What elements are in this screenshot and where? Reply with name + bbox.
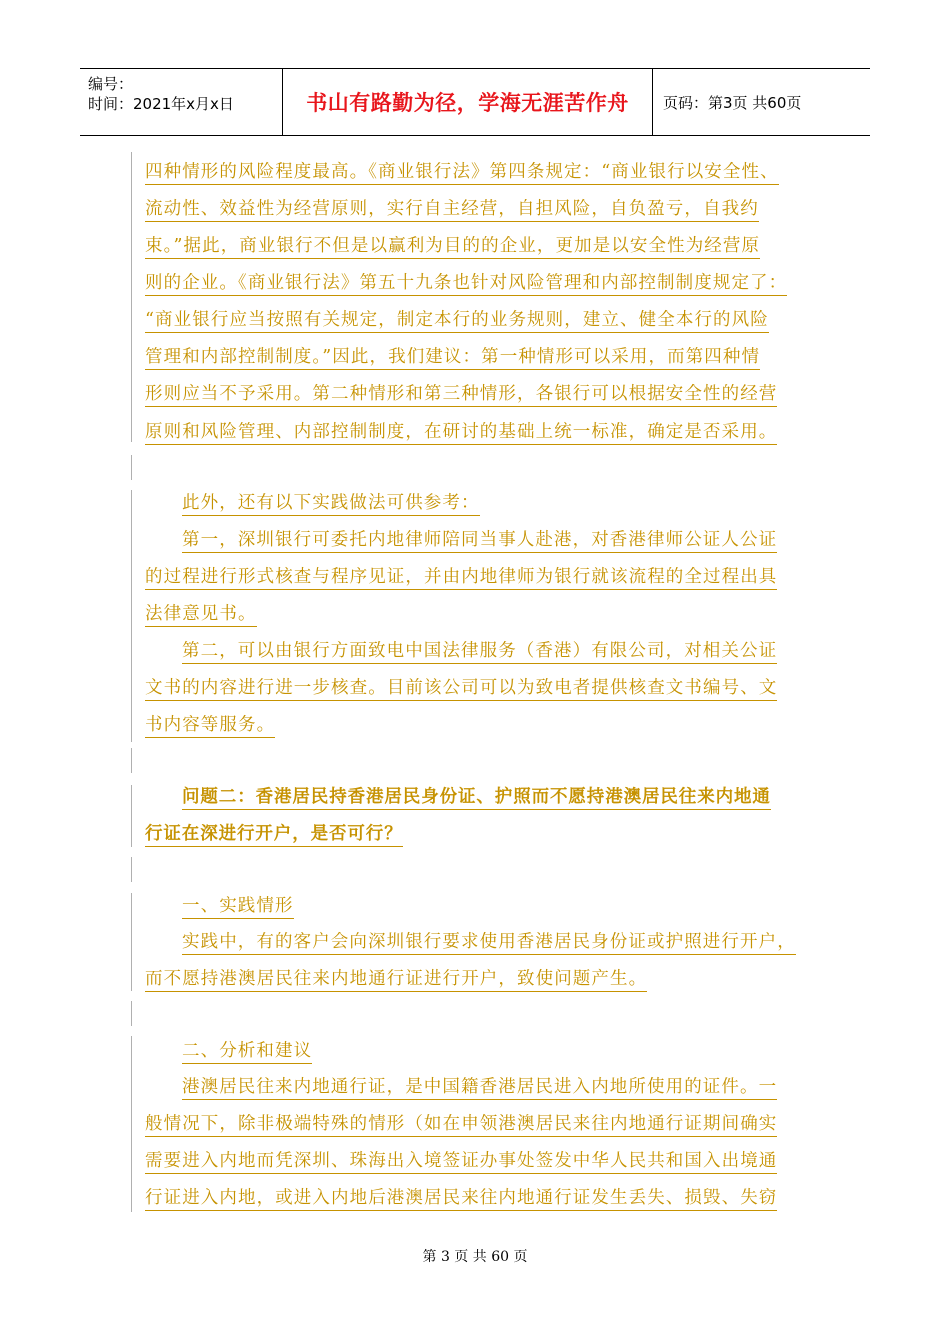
revision-bar xyxy=(131,785,132,847)
body-line: 港澳居民往来内地通行证，是中国籍香港居民进入内地所使用的证件。一 xyxy=(182,1075,777,1100)
revision-bar xyxy=(131,490,132,742)
body-line: 形则应当不予采用。第二种情形和第三种情形，各银行可以根据安全性的经营 xyxy=(145,382,777,407)
section-heading: 二、分析和建议 xyxy=(182,1039,312,1064)
body-line: 的过程进行形式核查与程序见证，并由内地律师为银行就该流程的全过程出具 xyxy=(145,565,777,590)
body-line: 束。”据此，商业银行不但是以赢利为目的的企业，更加是以安全性为经营原 xyxy=(145,234,760,259)
body-line: 般情况下，除非极端特殊的情形（如在申领港澳居民来往内地通行证期间确实 xyxy=(145,1112,777,1137)
header-number-label: 编号： xyxy=(88,75,134,93)
body-line: 则的企业。《商业银行法》第五十九条也针对风险管理和内部控制制度规定了： xyxy=(145,271,787,296)
body-line: 需要进入内地而凭深圳、珠海出入境签证办事处签发中华人民共和国入出境通 xyxy=(145,1149,777,1174)
body-line: 文书的内容进行进一步核查。目前该公司可以为致电者提供核查文书编号、文 xyxy=(145,676,777,701)
body-line: 书内容等服务。 xyxy=(145,713,275,738)
body-line: 管理和内部控制制度。”因此，我们建议：第一种情形可以采用，而第四种情 xyxy=(145,345,760,370)
section-heading: 一、实践情形 xyxy=(182,894,294,919)
body-line: 四种情形的风险程度最高。《商业银行法》第四条规定：“商业银行以安全性、 xyxy=(145,160,779,185)
revision-bar xyxy=(131,1001,132,1026)
header-motto: 书山有路勤为径，学海无涯苦作舟 xyxy=(283,69,653,135)
question-heading: 问题二：香港居民持香港居民身份证、护照而不愿持港澳居民往来内地通 xyxy=(182,785,771,810)
body-line: 实践中，有的客户会向深圳银行要求使用香港居民身份证或护照进行开户， xyxy=(182,930,796,955)
revision-bar xyxy=(131,748,132,773)
body-line: 第一，深圳银行可委托内地律师陪同当事人赴港，对香港律师公证人公证 xyxy=(182,528,777,553)
body-line: 第二，可以由银行方面致电中国法律服务（香港）有限公司，对相关公证 xyxy=(182,639,777,664)
page-header xyxy=(80,68,870,136)
body-line: 行证进入内地，或进入内地后港澳居民来往内地通行证发生丢失、损毁、失窃 xyxy=(145,1186,777,1211)
header-meta xyxy=(80,69,283,135)
body-line: 原则和风险管理、内部控制制度，在研讨的基础上统一标准，确定是否采用。 xyxy=(145,420,777,445)
header-page-label: 页码：第3页 共60页 xyxy=(663,93,802,112)
revision-bar xyxy=(131,1036,132,1212)
revision-bar xyxy=(131,152,132,442)
body-line: 流动性、效益性为经营原则，实行自主经营，自担风险，自负盈亏，自我约 xyxy=(145,197,759,222)
body-line: 法律意见书。 xyxy=(145,602,257,627)
revision-bar xyxy=(131,893,132,991)
revision-bar xyxy=(131,857,132,882)
page-footer: 第 3 页 共 60 页 xyxy=(422,1249,528,1265)
question-heading: 行证在深进行开户，是否可行？ xyxy=(145,822,403,847)
body-line: “商业银行应当按照有关规定，制定本行的业务规则，建立、健全本行的风险 xyxy=(145,308,769,333)
body-line: 而不愿持港澳居民往来内地通行证进行开户，致使问题产生。 xyxy=(145,967,647,992)
revision-bar xyxy=(131,455,132,480)
header-time-label: 时间：2021年x月x日 xyxy=(88,95,234,113)
body-line: 此外，还有以下实践做法可供参考： xyxy=(182,491,480,516)
